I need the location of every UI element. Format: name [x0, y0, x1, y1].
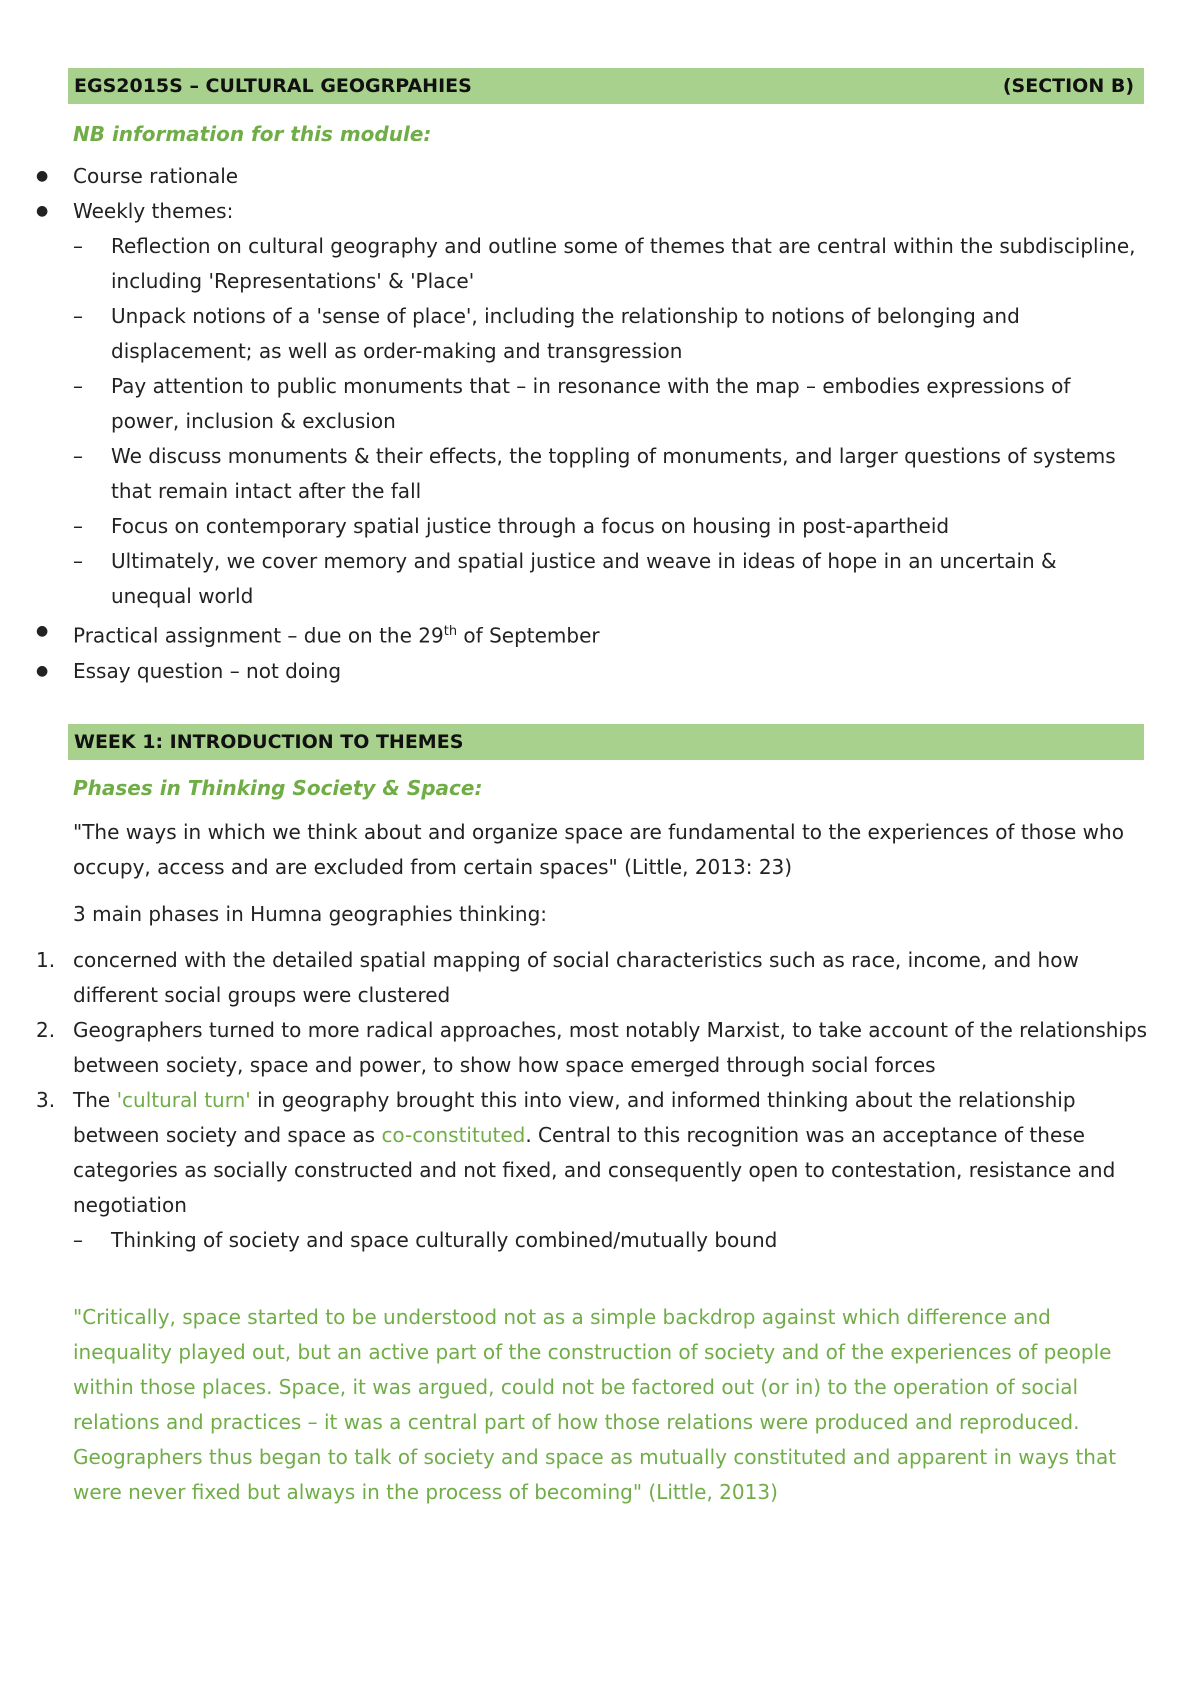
theme-item: – We discuss monuments & their effects, the toppling of monuments, and larger questions of systems that remain intact after the fall — [73, 439, 1143, 509]
theme-item: – Ultimately, we cover memory and spatial justice and weave in ideas of hope in an uncertain & unequal world — [73, 544, 1143, 614]
nb-heading: NB information for this module: — [73, 122, 432, 146]
list-item: ● Practical assignment – due on the 29th of September — [0, 614, 1143, 654]
phases-list — [0, 943, 1153, 1258]
phases-heading: Phases in Thinking Society & Space: — [73, 776, 483, 800]
nb-list — [73, 159, 1143, 689]
phase3-sublist — [73, 1223, 1153, 1258]
quote-little-2013: "Critically, space started to be understood not as a simple backdrop against which difference and inequality played out, but an active part of the construction of society and of the experiences of people within those places. Space, it was argued, could not be factored out (or in) to the operation of social relations and practices – it was a central part of how those relations were produced and reproduced. Geographers thus began to talk of society and space as mutually constituted and apparent in ways that were never fixed but always in the process of becoming" (Little, 2013) — [73, 1305, 1117, 1504]
theme-item: – Pay attention to public monuments that – in resonance with the map – embodies expressions of power, inclusion & exclusion — [73, 369, 1143, 439]
week1-title: WEEK 1: INTRODUCTION TO THEMES — [74, 731, 464, 753]
theme-item: – Focus on contemporary spatial justice through a focus on housing in post-apartheid — [73, 509, 1143, 544]
list-item: ● Course rationale — [0, 159, 1143, 194]
cultural-turn-term: 'cultural turn' — [116, 1088, 251, 1112]
phase3-subitem: – Thinking of society and space culturally combined/mutually bound — [73, 1223, 1153, 1258]
course-title: EGS2015S – CULTURAL GEOGRPAHIES — [74, 75, 472, 97]
theme-item: – Reflection on cultural geography and outline some of themes that are central within the subdiscipline, including 'Representations' & 'Place' — [73, 229, 1143, 299]
course-header-bar — [68, 68, 1144, 104]
co-constituted-term: co-constituted — [381, 1123, 526, 1147]
phase-item: 1. concerned with the detailed spatial mapping of social characteristics such as race, income, and how different social groups were clustered — [36, 948, 1079, 1007]
list-item: ● Weekly themes: – Reflection on cultural geography and outline some of themes that are central within the subdiscipline, including 'Representations' & 'Place' – Unpack notions of a 'sense of place', including the relationship to notions of belonging and displacement; as well as order-making and transgression – Pay attention to public monuments that – in resonance with the map – embodies expressions of power, inclusion & exclusion – We discuss monuments & their effects, the toppling of monuments, and larger questions of systems that remain intact after the fall – Focus on contemporary spatial justice through a focus on housing in post-apartheid – Ultimately, we cover memory and spatial justice and weave in ideas of hope in an uncertain & unequal world — [0, 194, 1143, 614]
section-label: (SECTION B) — [1002, 75, 1134, 97]
phase-item: 2. Geographers turned to more radical approaches, most notably Marxist, to take account of the relationships between society, space and power, to show how space emerged through social forces — [36, 1018, 1148, 1077]
phases-list-wrap — [36, 943, 1153, 1258]
theme-item: – Unpack notions of a 'sense of place', including the relationship to notions of belonging and displacement; as well as order-making and transgression — [73, 299, 1143, 369]
quote-little-2013-23: "The ways in which we think about and organize space are fundamental to the experiences of those who occupy, access and are excluded from certain spaces" (Little, 2013: 23) — [73, 820, 1124, 879]
weekly-themes-list — [73, 229, 1143, 614]
phase-item: 3. The 'cultural turn' in geography brought this into view, and informed thinking about the relationship between society and space as co-constituted. Central to this recognition was an acceptance of these categories as socially constructed and not fixed, and consequently open to contestation, resistance and negotiation – Thinking of society and space culturally combined/mutually bound — [0, 1083, 1153, 1258]
list-item: ● Essay question – not doing — [0, 654, 1143, 689]
week1-header-bar — [68, 724, 1144, 760]
phases-intro: 3 main phases in Humna geographies thinking: — [73, 902, 548, 926]
